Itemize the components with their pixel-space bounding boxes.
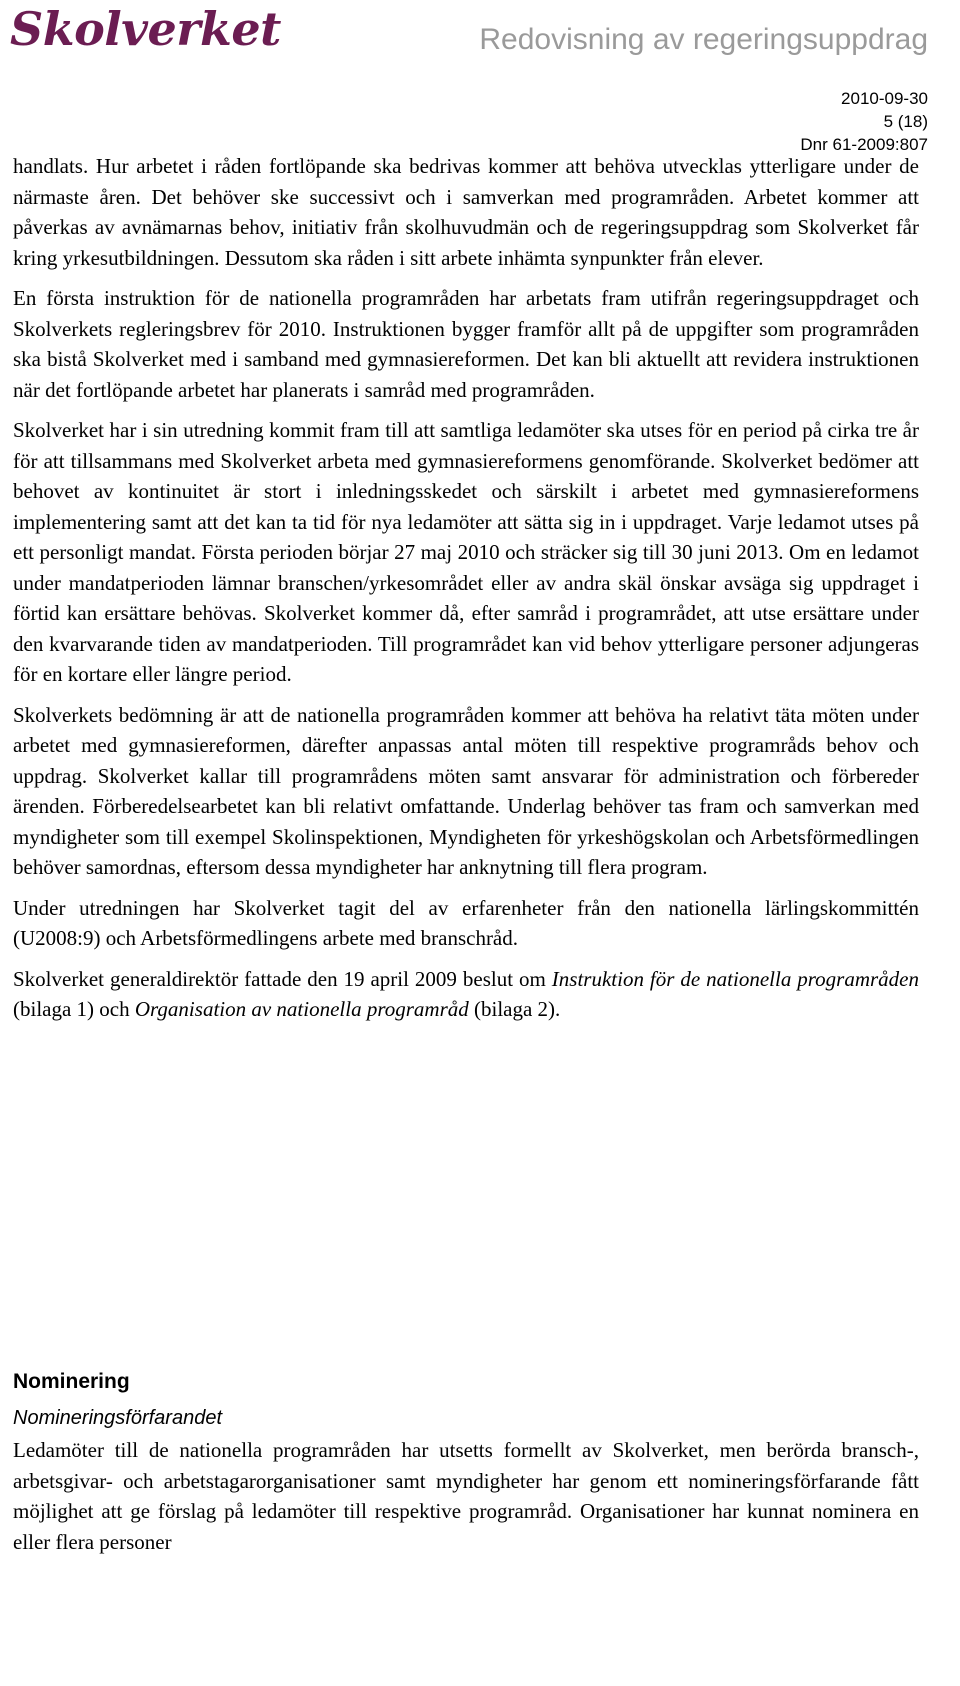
paragraph-1: handlats. Hur arbetet i råden fortlöpande ska bedrivas kommer att behöva utvecklas ytterligare under de närmaste åren. Det behöver ske successivt och i samverkan med programråden. Arbetet kommer att påverkas av avnämarnas behov, initiativ från skolhuvudmän och de regeringsuppdrag som Skolverket får kring yrkesutbildningen. Dessutom ska råden i sitt arbete inhämta synpunkter från elever. [13, 154, 919, 270]
page-number: 5 (18) [883, 112, 928, 131]
paragraph-6-text-a: Skolverket generaldirektör fattade den 19 april 2009 beslut om [13, 966, 552, 991]
document-meta [800, 87, 928, 156]
appendix-1-title: Instruktion för de nationella programråden [551, 966, 919, 991]
paragraph-6-text-c: (bilaga 2). [468, 997, 561, 1021]
paragraph-5: Under utredningen har Skolverket tagit del av erfarenheter från den nationella lärlingskommittén (U2008:9) och Arbetsförmedlingens arbete med branschråd. [13, 895, 919, 950]
document-type-title: Redovisning av regeringsuppdrag [479, 23, 928, 56]
section-heading: Nominering [13, 1370, 130, 1393]
paragraph-6 [13, 964, 919, 1025]
paragraph-2: En första instruktion för de nationella programråden har arbetats fram utifrån regeringsuppdraget och Skolverkets regleringsbrev för 2010. Instruktionen bygger framför allt på de uppgifter som programråden ska bistå Skolverket med i samband med gymnasiereformen. Det kan bli aktuellt att revidera instruktionen när det fortlöpande arbetet har planerats i samråd med programråden. [13, 286, 919, 402]
document-date: 2010-09-30 [841, 89, 928, 108]
appendix-2-title: Organisation av nationella programråd [134, 997, 469, 1021]
paragraph-6-text-b: (bilaga 1) och [13, 997, 135, 1021]
section-subheading: Nomineringsförfarandet [13, 1407, 222, 1429]
registration-number: Dnr 61-2009:807 [800, 135, 928, 154]
nominering-section [13, 1368, 919, 1557]
paragraph-4: Skolverkets bedömning är att de nationella programråden kommer att behöva ha relativt täta möten under arbetet med gymnasiereformen, därefter anpassas antal möten till respektive programråds behov och uppdrag. Skolverket kallar till programrådens möten samt ansvarar för administration och förbereder ärenden. Förberedelsearbetet kan bli relativt omfattande. Underlag behöver tas fram och samverkan med myndigheter som till exempel Skolinspektionen, Myndigheten för yrkeshögskolan och Arbetsförmedlingen behöver samordnas, eftersom dessa myndigheter har anknytning till flera program. [13, 702, 919, 879]
body-text [13, 151, 919, 1035]
section-paragraph-1: Ledamöter till de nationella programråden har utsetts formellt av Skolverket, men berörda bransch-, arbetsgivar- och arbetstagarorganisationer samt myndigheter har genom ett nomineringsförfarande fått möjlighet att ge förslag på ledamöter till respektive programråd. Organisationer har kunnat nominera en eller flera personer [13, 1438, 919, 1554]
skolverket-logo: Skolverket [10, 2, 281, 56]
paragraph-3: Skolverket har i sin utredning kommit fram till att samtliga ledamöter ska utses för en period på cirka tre år för att tillsammans med Skolverket arbeta med gymnasiereformens genomförande. Skolverket bedömer att behovet av kontinuitet är stort i inledningsskedet och särskilt i arbetet med gymnasiereformens implementering samt att det kan ta tid för nya ledamöter att sätta sig in i uppdraget. Varje ledamot utses på ett personligt mandat. Första perioden börjar 27 maj 2010 och sträcker sig till 30 juni 2013. Om en ledamot under mandatperioden lämnar branschen/yrkesområdet eller av andra skäl önskar avsäga sig uppdraget i förtid kan ersättare behövas. Skolverket kommer då, efter samråd i programrådet, att utse ersättare under den kvarvarande tiden av mandatperioden. Till programrådet kan vid behov ytterligare personer adjungeras för en kortare eller längre period. [13, 418, 919, 686]
